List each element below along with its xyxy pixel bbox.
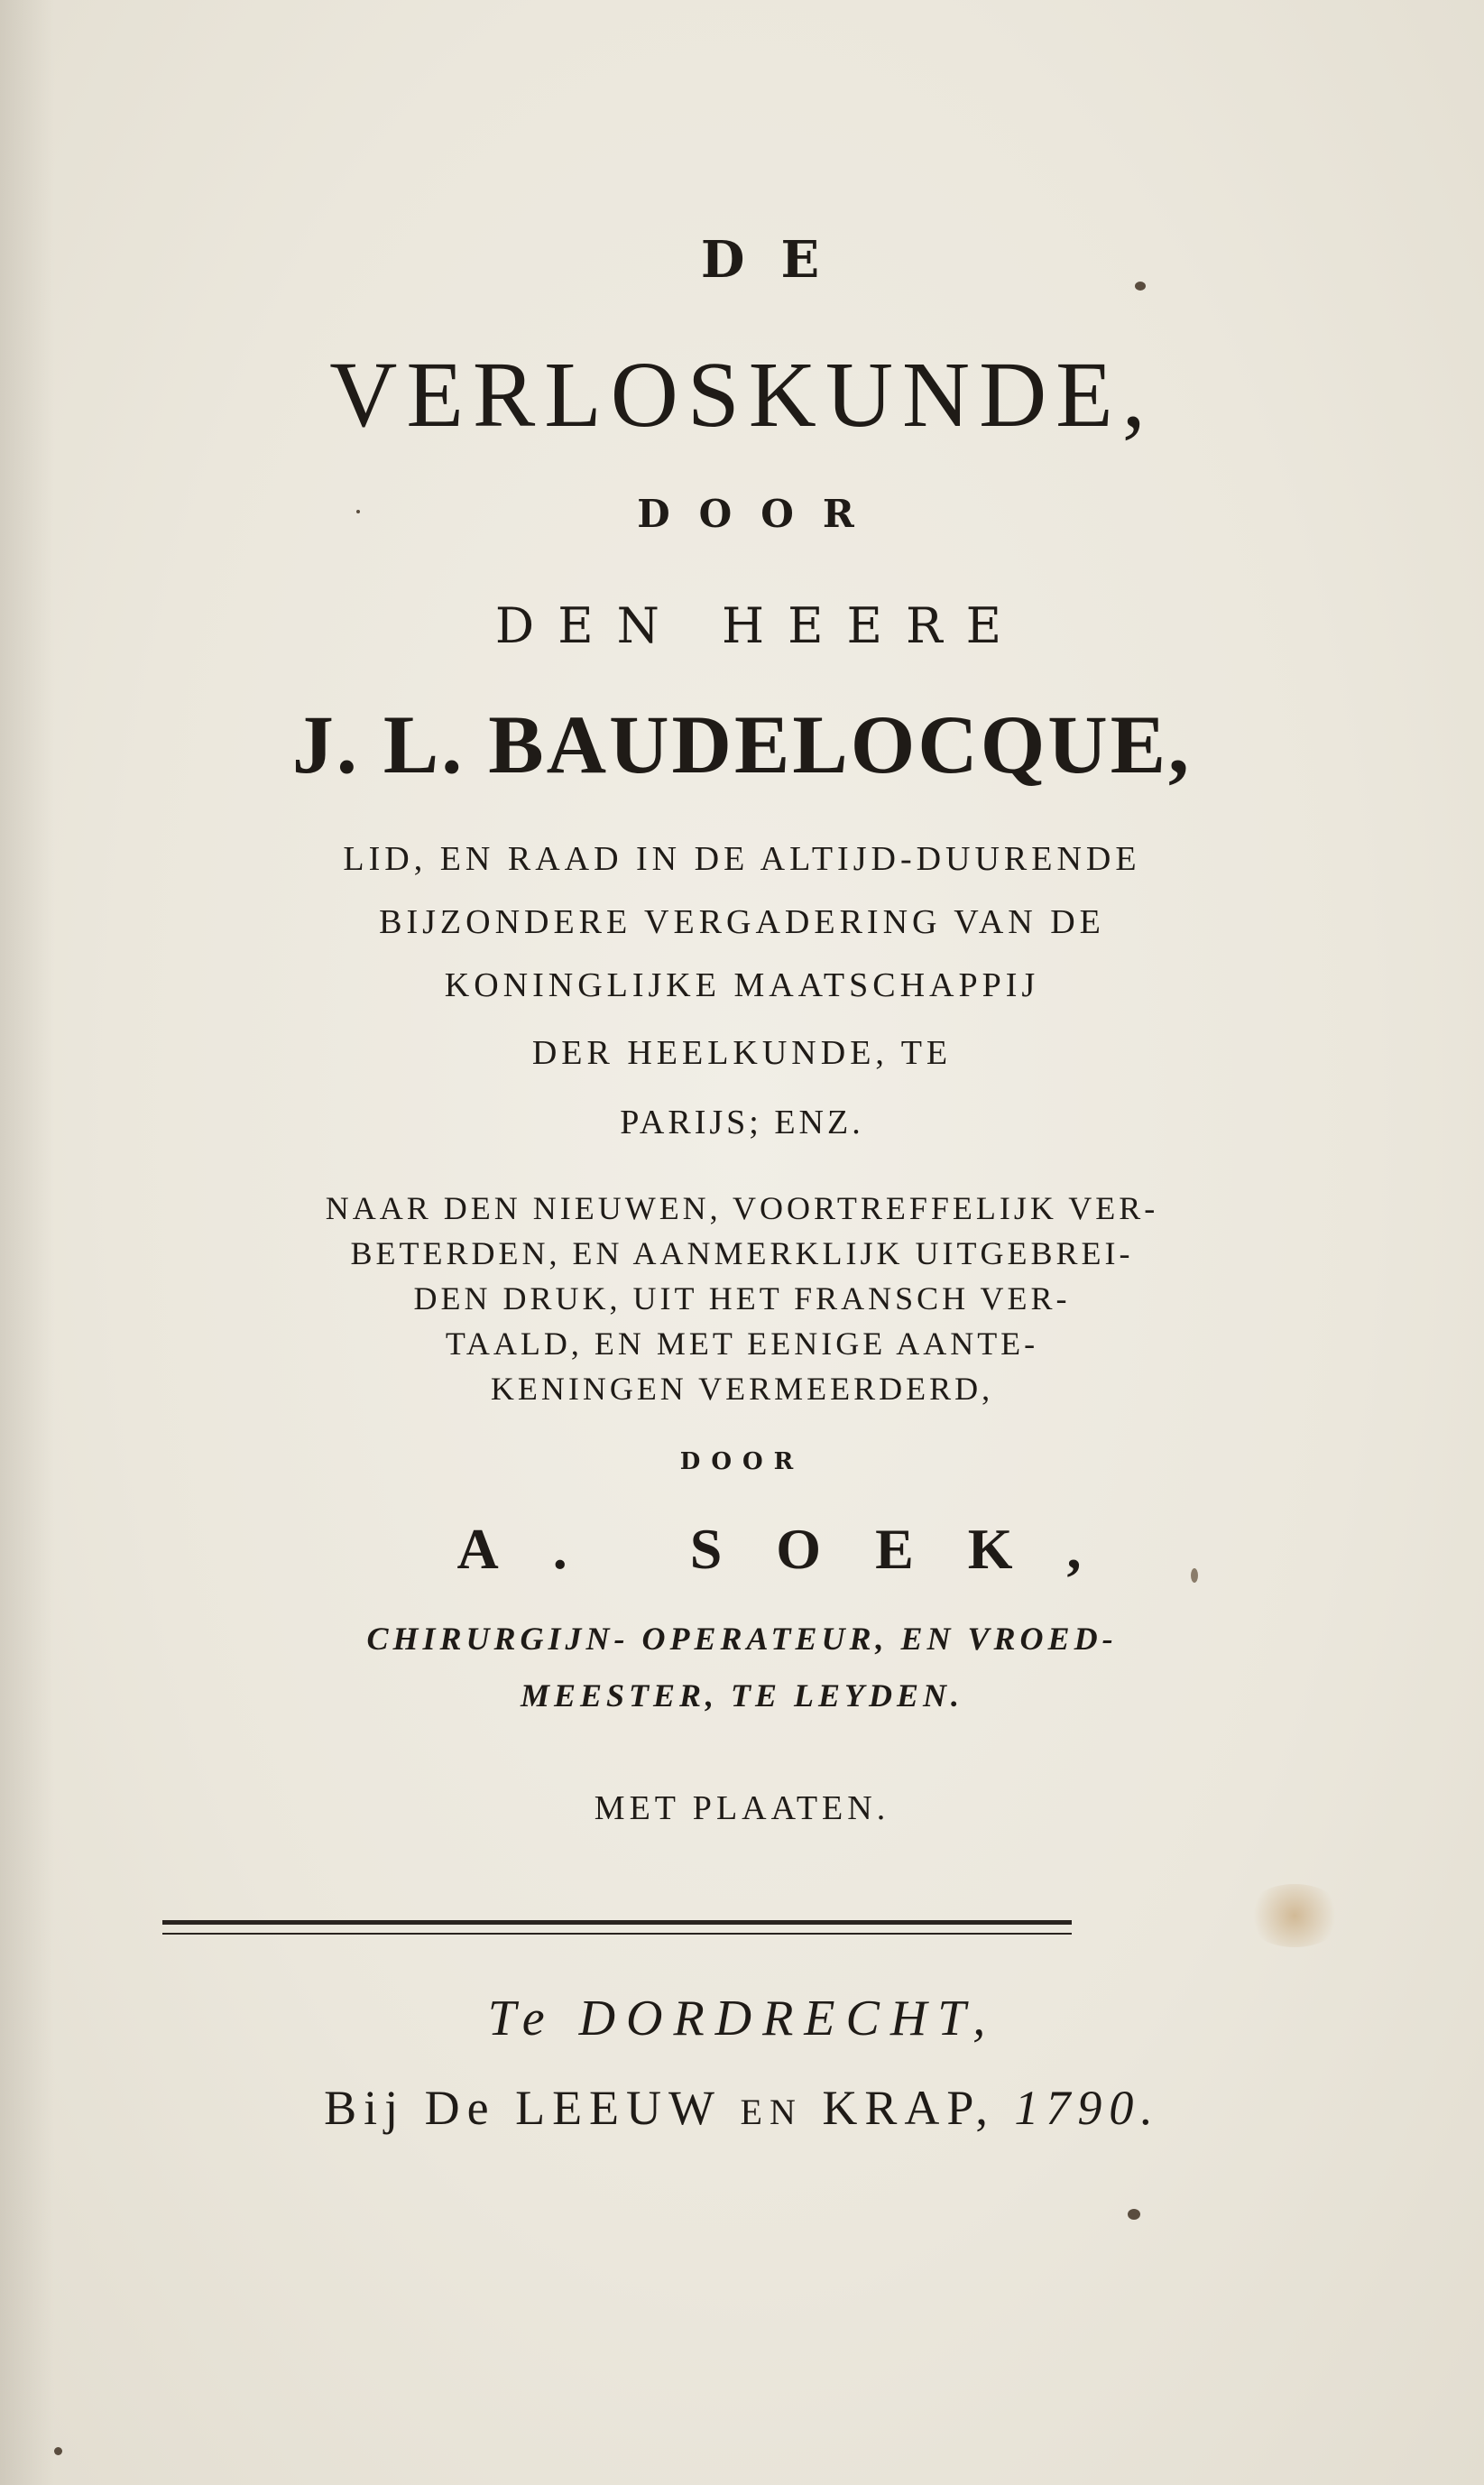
author-description-line: PARIJS; ENZ. [620, 1104, 864, 1141]
foxing-stain [1245, 1884, 1344, 1947]
author-description-line: DER HEELKUNDE, TE [531, 1034, 953, 1072]
translation-note-line: KENINGEN VERMEERDERD, [490, 1371, 994, 1407]
by-label-translator: DOOR [679, 1448, 805, 1475]
imprint-de: De [424, 2081, 496, 2135]
translation-note-line: BETERDEN, EN AANMERKLIJK UITGEBREI- [350, 1235, 1134, 1271]
double-rule-thin [162, 1933, 1072, 1935]
imprint-year: 1790. [1014, 2081, 1160, 2135]
author-description-line: BIJZONDERE VERGADERING VAN DE [379, 903, 1105, 941]
ink-speck [54, 2447, 62, 2455]
translation-note-line: TAALD, EN MET EENIGE AANTE- [445, 1326, 1039, 1362]
imprint-city: Te DORDRECHT, [487, 1991, 997, 2046]
translation-note-line: NAAR DEN NIEUWEN, VOORTREFFELIJK VER- [325, 1190, 1159, 1226]
imprint-krap: KRAP, [822, 2081, 995, 2135]
imprint-printer [0, 2080, 1484, 2136]
translator-title-line: CHIRURGIJN- OPERATEUR, EN VROED- [366, 1621, 1118, 1657]
translator-name: A. SOEK, [456, 1517, 1136, 1581]
author-name: J. L. BAUDELOCQUE, [291, 698, 1193, 790]
plates-note: MET PLAATEN. [594, 1789, 890, 1827]
imprint-leeuw: LEEUW [515, 2081, 722, 2135]
translator-title-line: MEESTER, TE LEYDEN. [520, 1677, 964, 1714]
honorific: DEN HEERE [494, 597, 1026, 654]
author-description-line: KONINGLIJKE MAATSCHAPPIJ [444, 966, 1040, 1004]
imprint-bij: Bij [324, 2081, 406, 2135]
author-description-line: LID, EN RAAD IN DE ALTIJD-DUURENDE [343, 840, 1141, 878]
title-article: DE [700, 230, 856, 290]
book-title: VERLOSKUNDE, [329, 343, 1155, 447]
by-label: DOOR [637, 492, 883, 536]
double-rule-thick [162, 1920, 1072, 1925]
ink-speck [1128, 2209, 1140, 2220]
imprint-en: EN [740, 2092, 803, 2132]
translation-note-line: DEN DRUK, UIT HET FRANSCH VER- [413, 1280, 1071, 1316]
